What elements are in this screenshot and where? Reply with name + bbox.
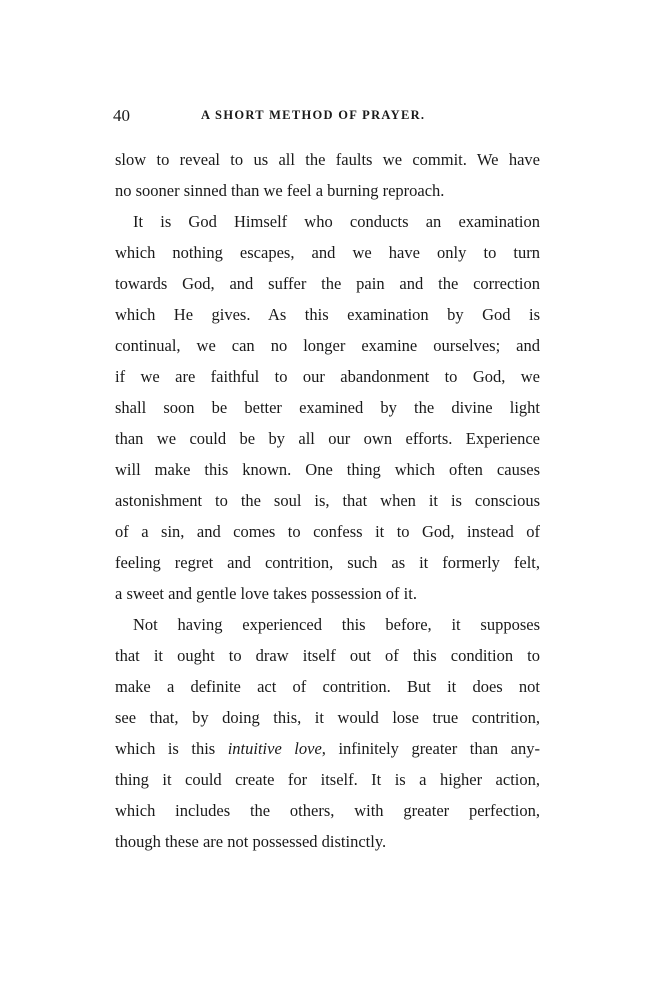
paragraph-2 xyxy=(115,206,540,609)
page-number: 40 xyxy=(113,106,130,125)
text-line: thing it could create for itself. It is a higher action, xyxy=(115,770,540,789)
text-segment: which is this xyxy=(115,739,228,758)
text-line: than we could be by all our own efforts. Experience xyxy=(115,429,540,448)
text-line: no sooner sinned than we feel a burning reproach. xyxy=(115,181,445,200)
text-line: see that, by doing this, it would lose true contrition, xyxy=(115,708,540,727)
text-line: continual, we can no longer examine ourselves; and xyxy=(115,336,540,355)
text-line: of a sin, and comes to confess it to God, instead of xyxy=(115,522,540,541)
page-header xyxy=(113,106,533,130)
paragraph-1 xyxy=(115,144,540,206)
text-line: Not having experienced this before, it supposes xyxy=(133,615,540,634)
text-line: which nothing escapes, and we have only to turn xyxy=(115,243,540,262)
text-line: will make this known. One thing which often causes xyxy=(115,460,540,479)
body-text xyxy=(115,144,540,857)
text-line: which includes the others, with greater perfection, xyxy=(115,801,540,820)
paragraph-3 xyxy=(115,609,540,857)
text-line: make a definite act of contrition. But it does not xyxy=(115,677,540,696)
text-line: though these are not possessed distinctly. xyxy=(115,832,387,851)
text-line: towards God, and suffer the pain and the correction xyxy=(115,274,540,293)
text-line: if we are faithful to our abandonment to God, we xyxy=(115,367,540,386)
text-segment: , infinitely greater than any- xyxy=(321,739,540,758)
text-line: shall soon be better examined by the divine light xyxy=(115,398,540,417)
text-line: slow to reveal to us all the faults we commit. We have xyxy=(115,150,540,169)
text-line-with-italic xyxy=(115,733,540,764)
text-line: which He gives. As this examination by God is xyxy=(115,305,540,324)
text-line: feeling regret and contrition, such as it formerly felt, xyxy=(115,553,540,572)
text-line: a sweet and gentle love takes possession of it. xyxy=(115,584,417,603)
running-title: A SHORT METHOD OF PRAYER. xyxy=(201,108,426,122)
text-line: astonishment to the soul is, that when it is conscious xyxy=(115,491,540,510)
text-line: that it ought to draw itself out of this condition to xyxy=(115,646,540,665)
text-line: It is God Himself who conducts an examination xyxy=(133,212,540,231)
italic-phrase: intuitive love xyxy=(227,739,322,758)
